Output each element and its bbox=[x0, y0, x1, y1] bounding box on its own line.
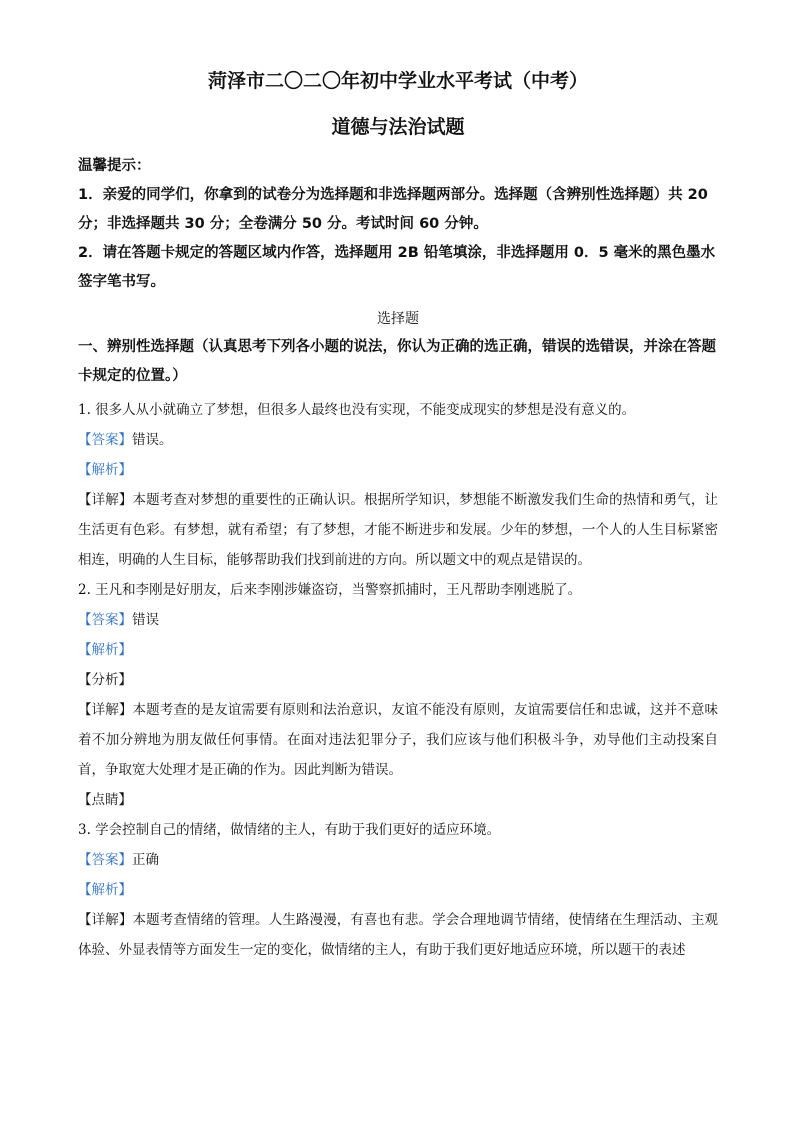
analysis-line bbox=[78, 635, 718, 665]
answer-line bbox=[78, 605, 718, 635]
detail-text: 本题考查情绪的管理。人生路漫漫，有喜也有悲。学会合理地调节情绪，使情绪在生理活动、主观体验、外显表情等方面发生一定的变化，做情绪的主人，有助于我们更好地适应环境，所以题干的表述 bbox=[78, 912, 719, 958]
detail-tag: 【详解】 bbox=[78, 702, 133, 718]
detail-tag: 【详解】 bbox=[78, 492, 133, 508]
analysis-tag: 【解析】 bbox=[78, 882, 132, 898]
question-2 bbox=[78, 575, 718, 815]
answer-value: 正确 bbox=[132, 852, 159, 868]
answer-line bbox=[78, 845, 718, 875]
detail-text: 本题考查对梦想的重要性的正确认识。根据所学知识，梦想能不断激发我们生命的热情和勇气，让生活更有色彩。有梦想，就有希望；有了梦想，才能不断进步和发展。少年的梦想，一个人的人生目标紧密相连，明确的人生目标，能够帮助我们找到前进的方向。所以题文中的观点是错误的。 bbox=[78, 492, 719, 568]
dianjing-tag: 【点睛】 bbox=[78, 792, 132, 808]
analysis-tag: 【解析】 bbox=[78, 642, 132, 658]
question-3 bbox=[78, 815, 718, 965]
question-text: 1. 很多人从小就确立了梦想，但很多人最终也没有实现，不能变成现实的梦想是没有意义的。 bbox=[78, 402, 636, 418]
dianjing-line bbox=[78, 785, 718, 815]
fenxi-line bbox=[78, 665, 718, 695]
analysis-tag: 【解析】 bbox=[78, 462, 132, 478]
fenxi-tag: 【分析】 bbox=[78, 672, 132, 688]
exam-page bbox=[78, 66, 718, 965]
answer-tag: 【答案】 bbox=[78, 852, 132, 868]
question-1 bbox=[78, 395, 718, 575]
detail-line bbox=[78, 485, 718, 575]
exam-title: 菏泽市二〇二〇年初中学业水平考试（中考） bbox=[207, 70, 588, 92]
question-text: 2. 王凡和李刚是好朋友，后来李刚涉嫌盗窃，当警察抓捕时，王凡帮助李刚逃脱了。 bbox=[78, 582, 582, 598]
answer-line bbox=[78, 425, 718, 455]
detail-tag: 【详解】 bbox=[78, 912, 133, 928]
detail-line bbox=[78, 695, 718, 785]
question-text: 3. 学会控制自己的情绪，做情绪的主人，有助于我们更好的适应环境。 bbox=[78, 822, 501, 838]
answer-tag: 【答案】 bbox=[78, 612, 132, 628]
answer-value: 错误 bbox=[132, 612, 159, 628]
part-heading: 一、辨别性选择题（认真思考下列各小题的说法，你认为正确的选正确，错误的选错误，并涂在答题卡规定的位置。） bbox=[78, 339, 716, 384]
tip-item-1: 1．亲爱的同学们，你拿到的试卷分为选择题和非选择题两部分。选择题（含辨别性选择题）共 20 分；非选择题共 30 分；全卷满分 50 分。考试时间 60 分钟。 bbox=[78, 187, 708, 232]
answer-value: 错误。 bbox=[132, 432, 173, 448]
section-title: 选择题 bbox=[377, 311, 419, 327]
analysis-line bbox=[78, 875, 718, 905]
tip-item-2: 2．请在答题卡规定的答题区域内作答，选择题用 2B 铅笔填涂，非选择题用 0．5 毫米的黑色墨水签字笔书写。 bbox=[78, 245, 716, 290]
detail-line bbox=[78, 905, 718, 965]
analysis-line bbox=[78, 455, 718, 485]
detail-text: 本题考查的是友谊需要有原则和法治意识，友谊不能没有原则，友谊需要信任和忠诚，这并不意味着不加分辨地为朋友做任何事情。在面对违法犯罪分子，我们应该与他们积极斗争，劝导他们主动投案自首，争取宽大处理才是正确的作为。因此判断为错误。 bbox=[78, 702, 719, 778]
exam-subject: 道德与法治试题 bbox=[331, 116, 465, 138]
tips-label: 温馨提示： bbox=[78, 158, 151, 174]
answer-tag: 【答案】 bbox=[78, 432, 132, 448]
